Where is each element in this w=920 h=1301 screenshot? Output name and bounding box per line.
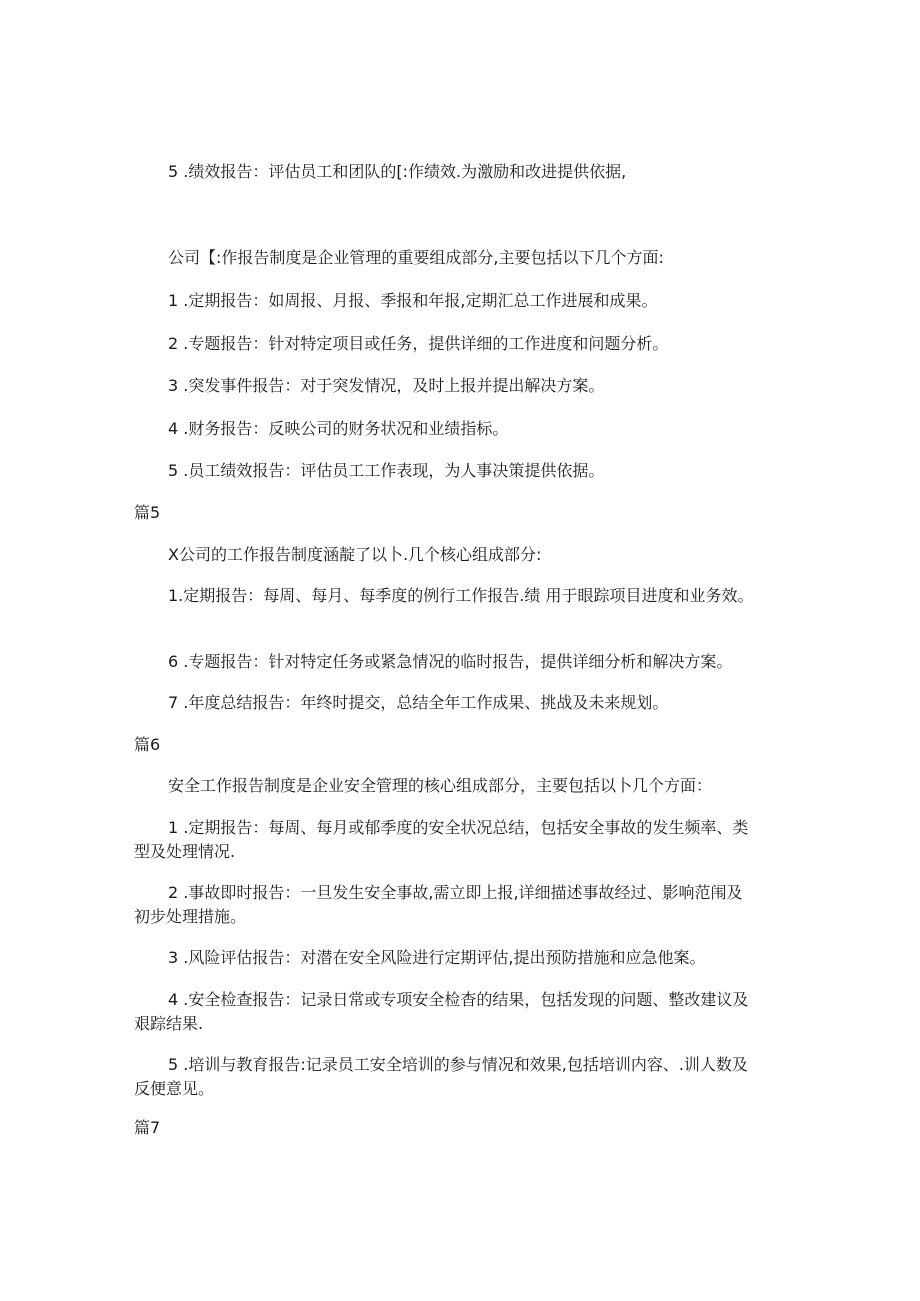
section-a-item-4: 4 .财务报告：反映公司的财务状况和业绩指标。 (168, 419, 509, 438)
section-a-item-3: 3 .突发事件报告：对于突发情况，及时上报并提出解决方案。 (168, 376, 605, 395)
section-a-item-5: 5 .员工绩效报告：评估员工工作表现，为人事决策提供依据。 (168, 461, 605, 480)
section-6-item-3: 3 .风险评估报告：对潜在安全风险进行定期评估,提出预防措施和应急他案。 (168, 948, 706, 967)
section-6-item-1: 1 .定期报告：每周、每月或郁季度的安全状况总结，包括安全事故的发生频率、类型及处理情况. (134, 818, 749, 861)
section-a-intro: 公司【:作报告制度是企业管理的重要组成部分,主要包括以下几个方面: (168, 248, 664, 267)
section-6-item-2: 2 .事故即时报告：一旦发生安全事故,需立即上报,详细描述事故经过、影响范闱及初步处理措施。 (134, 883, 743, 926)
section-6-intro: 安全工作报告制度是企业安全管理的核心组成部分，主要包括以卜几个方面： (168, 776, 713, 795)
section-5-item-7: 7 .年度总结报告：年终时提交，总结全年工作成果、挑战及未来规划。 (168, 693, 669, 712)
section-6-item-4: 4 .安全检查报告：记录日常或专项安全检杳的结果，包括发现的问题、整改建议及艰踪结果. (134, 990, 749, 1033)
section-7-heading: 篇7 (134, 1118, 161, 1137)
section-5-intro: X公司的工作报告制度涵靛了以卜.几个核心组成部分: (168, 545, 542, 564)
section-6-item-5: 5 .培训与教育报告:记录员工安全培训的参与情况和效果,包括培训内容、.训人数及反便意见。 (134, 1055, 748, 1098)
section-5-item-1: 1.定期报告：每周、每月、每季度的例行工作报告.绩 用于眼踪项目进度和业务效。 (168, 586, 754, 605)
section-6-heading: 篇6 (134, 735, 161, 754)
section-5-item-6: 6 .专题报告：针对特定任务或紧急情况的临时报告，提供详细分析和解决方案。 (168, 652, 733, 671)
section-5-heading: 篇5 (134, 503, 161, 522)
section-a-item-1: 1 .定期报告：如周报、月报、季报和年报,定期汇总工作进展和成果。 (168, 291, 658, 310)
section-a-item-2: 2 .专题报告：针对特定项目或任务，提供详细的工作进度和问题分析。 (168, 334, 669, 353)
performance-report-item: 5 .绩效报告：评估员工和团队的[:作绩效.为激励和改进提供依据, (168, 162, 627, 181)
